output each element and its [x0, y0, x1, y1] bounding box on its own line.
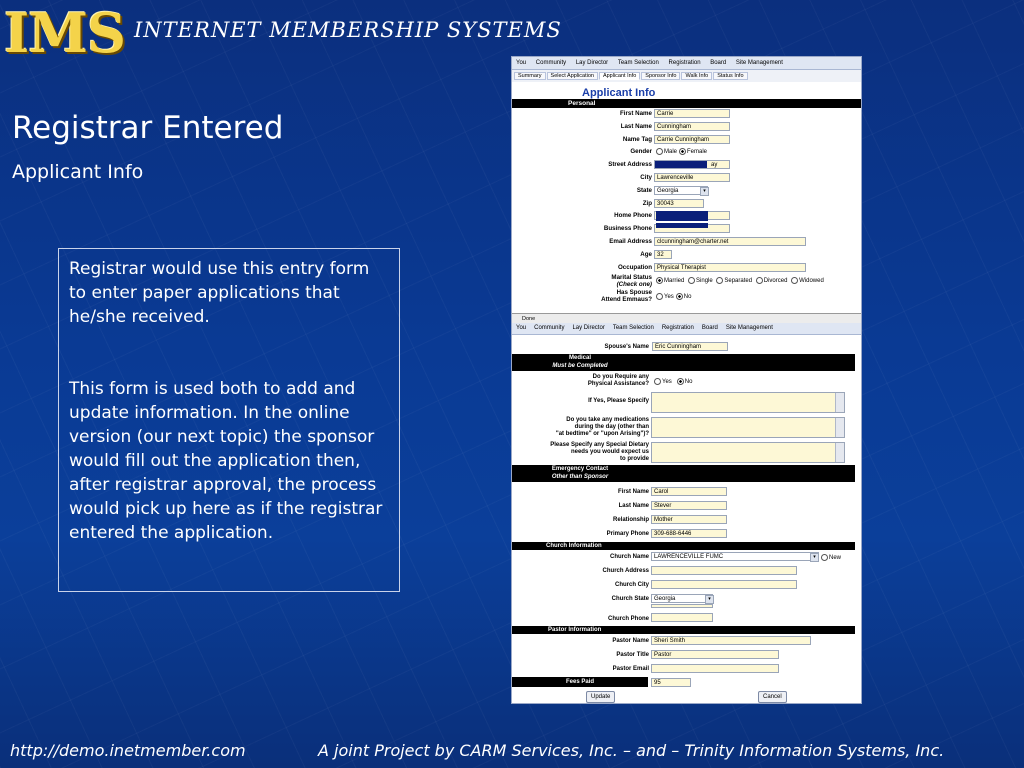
tab-summary[interactable]: Summary: [514, 72, 546, 80]
emergency-header: Emergency Contact: [551, 466, 609, 472]
marital-options: [654, 277, 824, 284]
primary-phone-input[interactable]: 309-688-6446: [651, 529, 727, 538]
name-tag-label: Name Tag: [622, 135, 652, 143]
church-address-label: Church Address: [602, 568, 649, 574]
first-name-label: First Name: [620, 110, 652, 117]
marital-separated-radio[interactable]: [716, 277, 723, 284]
sub-tabs: [512, 70, 861, 82]
menu2-item-lay-director[interactable]: Lay Director: [572, 325, 605, 331]
menu2-item-community[interactable]: Community: [534, 325, 565, 331]
chevron-down-icon[interactable]: ▾: [810, 553, 819, 562]
meds-label-3: "at bedtime" or "upon Arising")?: [555, 431, 649, 437]
phys-assist-label: [588, 374, 649, 388]
if-yes-label: If Yes, Please Specify: [588, 398, 649, 404]
marital-divorced-radio[interactable]: [756, 277, 763, 284]
note-paragraph-2: This form is used both to add and update information. In the online version (our next topic) the sponsor would fill out the application then, after registrar approval, the process would pick up here as if the registrar entered the application.: [69, 379, 383, 543]
menu2-item-team-selection[interactable]: Team Selection: [612, 325, 654, 331]
pastor-name-input[interactable]: Sheri Smith: [651, 636, 811, 645]
phys-assist-label-1: Do you Require any: [592, 374, 649, 380]
church-phone-input[interactable]: [651, 613, 713, 622]
menu2-item-you[interactable]: You: [516, 325, 527, 331]
section-church: Church Information: [512, 542, 855, 550]
row-zip: [512, 198, 861, 211]
church-city-label: Church City: [614, 582, 649, 588]
spouse-attend-no-label: No: [683, 294, 692, 301]
gender-female-label: Female: [687, 149, 708, 156]
last-name-label: Last Name: [620, 122, 652, 130]
note-paragraph-1: Registrar would use this entry form to enter paper applications that he/she received.: [69, 259, 370, 327]
menu-item-community[interactable]: Community: [535, 60, 567, 66]
email-label: Email Address: [609, 237, 652, 245]
diet-label-2: needs you would expect us: [570, 449, 649, 455]
phys-assist-yes-radio[interactable]: [654, 378, 661, 385]
slide-title: Registrar Entered: [12, 110, 284, 146]
row-business-phone: [512, 223, 861, 236]
spouse-name-input[interactable]: Eric Cunningham: [652, 342, 728, 351]
spouse-attend-no-radio[interactable]: [676, 293, 683, 300]
medical-header: Medical: [568, 355, 591, 361]
marital-widowed-radio[interactable]: [791, 277, 798, 284]
tab-select-application[interactable]: Select Application: [547, 72, 598, 80]
church-address-input[interactable]: [651, 566, 797, 575]
footer-credit: A joint Project by CARM Services, Inc. – and – Trinity Information Systems, Inc.: [318, 741, 945, 760]
city-label: City: [640, 173, 652, 181]
row-name-tag: [512, 134, 861, 147]
top-menu: [512, 57, 861, 70]
home-phone-label: Home Phone: [614, 212, 652, 220]
church-phone-label: Church Phone: [607, 616, 649, 622]
phys-assist-yes-label: Yes: [662, 379, 672, 386]
phys-assist-no-radio[interactable]: [677, 378, 684, 385]
section-pastor: Pastor Information: [512, 626, 855, 634]
menu-item-lay-director[interactable]: Lay Director: [575, 60, 609, 66]
menu-item-team-selection[interactable]: Team Selection: [617, 60, 659, 66]
marital-label-text: Marital Status: [611, 274, 652, 282]
menu-item-registration[interactable]: Registration: [668, 60, 701, 66]
row-age: [512, 249, 861, 262]
street-label: Street Address: [608, 161, 652, 169]
menu2-item-board[interactable]: Board: [701, 325, 718, 331]
state-select[interactable]: Georgia: [654, 186, 708, 195]
footer-url[interactable]: http://demo.inetmember.com: [10, 741, 246, 760]
pastor-title-input[interactable]: Pastor: [651, 650, 779, 659]
tab-walk-info[interactable]: Walk Info: [681, 72, 712, 80]
row-occupation: [512, 262, 861, 275]
emergency-bar: [648, 465, 855, 482]
page-heading: Applicant Info: [582, 87, 656, 99]
marital-label: [611, 274, 652, 288]
diet-label-3: to provide: [619, 456, 649, 462]
state-label: State: [636, 186, 652, 194]
menu-item-board[interactable]: Board: [710, 60, 727, 66]
medical-subheader: Must be Completed: [552, 363, 608, 369]
tagline: INTERNET MEMBERSHIP SYSTEMS: [134, 18, 562, 42]
church-state-label: Church State: [611, 596, 649, 602]
ec-first-name-input[interactable]: Carol: [651, 487, 727, 496]
chevron-down-icon[interactable]: ▾: [700, 187, 709, 196]
business-phone-label: Business Phone: [603, 225, 652, 233]
spouse-attend-label-2: Attend Emmaus?: [601, 296, 652, 304]
cancel-button[interactable]: Cancel: [758, 691, 787, 703]
tab-sponsor-info[interactable]: Sponsor Info: [641, 72, 680, 80]
slide-subtitle: Applicant Info: [12, 161, 144, 183]
menu-item-you[interactable]: You: [516, 60, 527, 66]
spouse-attend-yes-label: Yes: [664, 294, 674, 301]
marital-single-radio[interactable]: [688, 277, 695, 284]
ims-logo: IMS: [4, 1, 126, 65]
relationship-input[interactable]: Mother: [651, 515, 727, 524]
marital-sublabel: (Check one): [616, 281, 652, 289]
note-box: [58, 248, 400, 592]
spouse-name-label: Spouse's Name: [604, 344, 649, 350]
medical-bar: [648, 354, 855, 371]
marital-separated-label: Separated: [724, 278, 753, 285]
pastor-email-label: Pastor Email: [612, 666, 649, 672]
menu2-item-registration[interactable]: Registration: [661, 325, 694, 331]
row-street: [512, 159, 861, 172]
gender-label: Gender: [630, 148, 652, 156]
age-label: Age: [640, 250, 652, 258]
ec-last-name-input[interactable]: Stever: [651, 501, 727, 510]
relationship-label: Relationship: [612, 517, 649, 523]
menu-item-site-management[interactable]: Site Management: [735, 60, 783, 66]
marital-widowed-label: Widowed: [799, 278, 824, 285]
fees-paid-label: Fees Paid: [512, 677, 648, 687]
spouse-attend-yes-radio[interactable]: [656, 293, 663, 300]
first-name-input[interactable]: Carrie: [654, 109, 730, 118]
zip-input[interactable]: 30043: [654, 199, 704, 208]
marital-divorced-label: Divorced: [763, 278, 788, 285]
browser-status-bar: [512, 313, 861, 323]
church-city-input[interactable]: [651, 580, 797, 589]
church-state-select[interactable]: Georgia: [651, 594, 713, 603]
church-state-overlap-field: [651, 604, 713, 608]
email-input[interactable]: clcunningham@charter.net: [654, 237, 806, 246]
gender-male-label: Male: [664, 149, 678, 156]
pastor-email-input[interactable]: [651, 664, 779, 673]
diet-label-1: Please Specify any Special Dietary: [550, 442, 649, 448]
fees-paid-input[interactable]: 95: [651, 678, 691, 687]
spouse-attend-options: [654, 293, 691, 300]
zip-label: Zip: [642, 199, 652, 207]
church-new-radio[interactable]: [821, 554, 828, 561]
church-new-option: [819, 554, 841, 561]
medications-textarea[interactable]: [651, 417, 845, 438]
spouse-attend-label-1: Has Spouse: [616, 289, 652, 297]
occupation-input[interactable]: Physical Therapist: [654, 263, 806, 272]
lower-form: [512, 337, 861, 703]
menu2-item-site-management[interactable]: Site Management: [725, 325, 773, 331]
status-done-text: Done: [522, 316, 536, 322]
chevron-down-icon[interactable]: ▾: [705, 595, 714, 604]
meds-label-1: Do you take any medications: [566, 417, 649, 423]
church-name-select[interactable]: LAWRENCEVILLE FUMC: [651, 552, 819, 561]
redaction-street: [655, 161, 707, 168]
primary-phone-label: Primary Phone: [606, 531, 649, 537]
row-spouse-attend: [512, 288, 861, 304]
street-input[interactable]: ay: [654, 160, 730, 169]
tab-applicant-info[interactable]: Applicant Info: [599, 72, 640, 80]
redaction-business-phone: [656, 223, 708, 228]
pastor-name-label: Pastor Name: [612, 638, 649, 644]
dietary-textarea[interactable]: [651, 442, 845, 463]
phys-assist-label-2: Physical Assistance?: [587, 381, 649, 387]
section-emergency: [512, 465, 648, 482]
phys-assist-no-label: No: [684, 379, 693, 386]
row-last-name: [512, 121, 861, 134]
phys-assist-options: [652, 378, 692, 385]
row-email: [512, 236, 861, 249]
update-button[interactable]: Update: [586, 691, 615, 703]
church-name-label: Church Name: [609, 554, 649, 560]
medications-label: [556, 417, 649, 438]
marital-married-label: Married: [664, 278, 685, 285]
section-medical: [512, 354, 648, 371]
emergency-subheader: Other than Sponsor: [551, 474, 609, 480]
gender-female-radio[interactable]: [679, 148, 686, 155]
section-personal: Personal: [512, 99, 861, 108]
name-tag-input[interactable]: Carrie Cunningham: [654, 135, 730, 144]
spouse-attend-label: [601, 289, 652, 303]
pastor-title-label: Pastor Title: [616, 652, 649, 658]
row-gender: [512, 146, 861, 159]
redaction-home-phone: [656, 211, 708, 221]
age-input[interactable]: 32: [654, 250, 672, 259]
gender-options: [654, 148, 707, 155]
ec-last-name-label: Last Name: [618, 503, 649, 509]
marital-married-radio[interactable]: [656, 277, 663, 284]
last-name-input[interactable]: Cunningham: [654, 122, 730, 131]
ec-first-name-label: First Name: [617, 489, 649, 495]
row-city: [512, 172, 861, 185]
gender-male-radio[interactable]: [656, 148, 663, 155]
row-marital: [512, 274, 861, 288]
top-menu-2: [512, 323, 861, 335]
row-home-phone: [512, 210, 861, 223]
meds-label-2: during the day (other than: [574, 424, 649, 430]
row-first-name: [512, 108, 861, 121]
city-input[interactable]: Lawrenceville: [654, 173, 730, 182]
tab-status-info[interactable]: Status Info: [713, 72, 747, 80]
church-new-label: New: [829, 555, 842, 562]
if-yes-textarea[interactable]: [651, 392, 845, 413]
row-state: [512, 185, 861, 198]
app-screenshot: [512, 57, 861, 703]
marital-single-label: Single: [696, 278, 713, 285]
occupation-label: Occupation: [617, 263, 652, 271]
dietary-label: [550, 442, 649, 463]
